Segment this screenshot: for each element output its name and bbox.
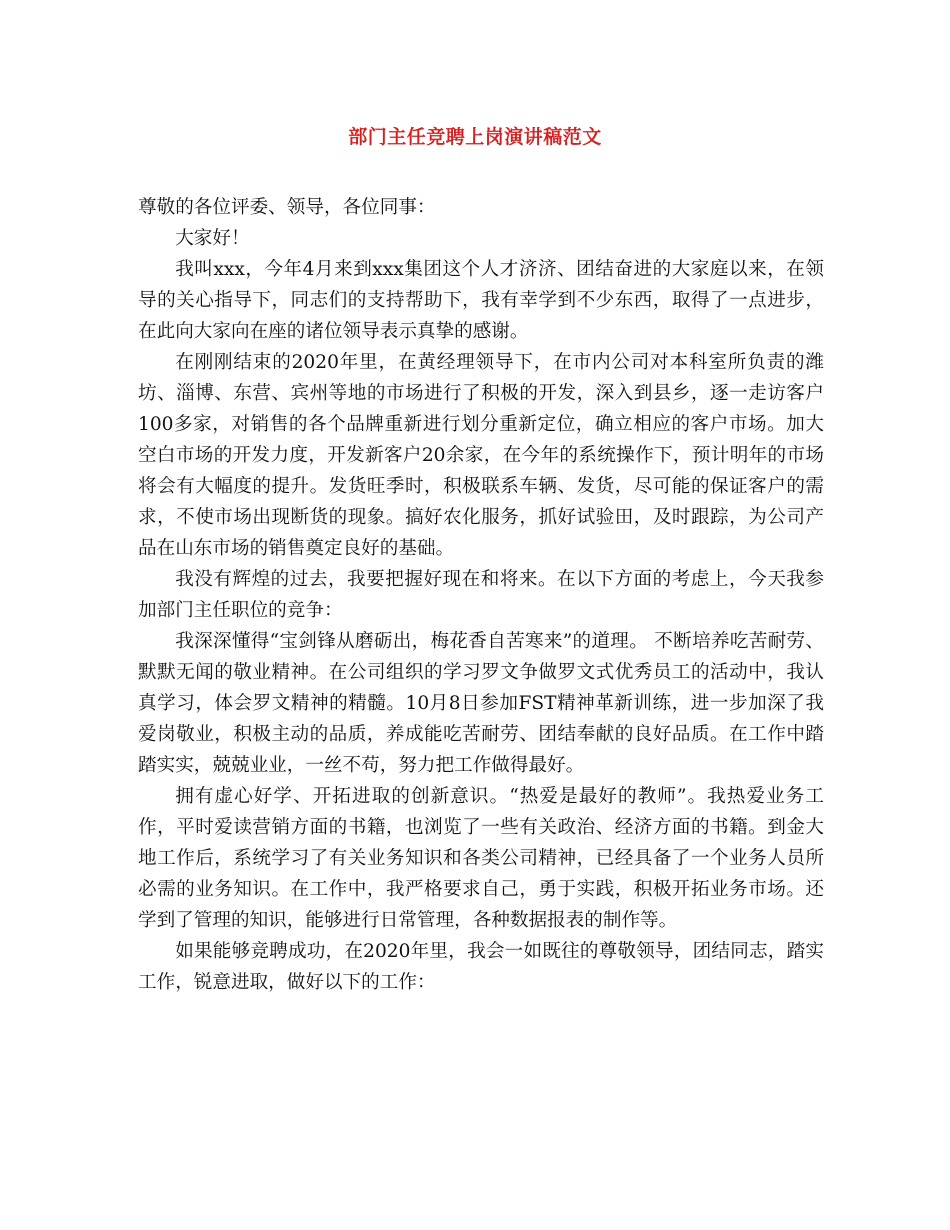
achievements-paragraph: 在刚刚结束的2020年里，在黄经理领导下，在市内公司对本科室所负责的潍坊、淄博、东营、宾州等地的市场进行了积极的开发，深入到县乡，逐一走访客户100多家，对销售的各个品牌重新进行划分重新定位，确立相应的客户市场。加大空白市场的开发力度，开发新客户20余家，在今年的系统操作下，预计明年的市场将会有大幅度的提升。发货旺季时，积极联系车辆、发货，尽可能的保证客户的需求，不使市场出现断货的现象。搞好农化服务，抓好试验田，及时跟踪，为公司产品在山东市场的销售奠定良好的基础。	[138, 352, 824, 559]
salutation-paragraph: 尊敬的各位评委、领导，各位同事：	[138, 197, 436, 218]
document-title: 部门主任竞聘上岗演讲稿范文	[348, 126, 602, 148]
plan-paragraph: 如果能够竞聘成功，在2020年里，我会一如既往的尊敬领导，团结同志，踏实工作，锐意进取，做好以下的工作：	[138, 941, 824, 993]
document-body	[138, 192, 824, 998]
motivation-paragraph: 我没有辉煌的过去，我要把握好现在和将来。在以下方面的考虑上，今天我参加部门主任职位的竞争：	[138, 569, 824, 621]
dedication-paragraph: 我深深懂得“宝剑锋从磨砺出，梅花香自苦寒来”的道理。 不断培养吃苦耐劳、默默无闻的敬业精神。在公司组织的学习罗文争做罗文式优秀员工的活动中，我认真学习，体会罗文精神的精髓。10月8日参加FST精神革新训练，进一步加深了我爱岗敬业，积极主动的品质，养成能吃苦耐劳、团结奉献的良好品质。在工作中踏踏实实，兢兢业业，一丝不苟，努力把工作做得最好。	[138, 631, 824, 776]
greeting-paragraph: 大家好！	[175, 228, 250, 249]
learning-paragraph: 拥有虚心好学、开拓进取的创新意识。“热爱是最好的教师”。我热爱业务工作，平时爱读营销方面的书籍，也浏览了一些有关政治、经济方面的书籍。到金大地工作后，系统学习了有关业务知识和各类公司精神，已经具备了一个业务人员所必需的业务知识。在工作中，我严格要求自己，勇于实践，积极开拓业务市场。还学到了管理的知识，能够进行日常管理，各种数据报表的制作等。	[138, 786, 824, 931]
introduction-paragraph: 我叫xxx，今年4月来到xxx集团这个人才济济、团结奋进的大家庭以来，在领导的关心指导下，同志们的支持帮助下，我有幸学到不少东西，取得了一点进步，在此向大家向在座的诸位领导表示真挚的感谢。	[138, 259, 824, 342]
